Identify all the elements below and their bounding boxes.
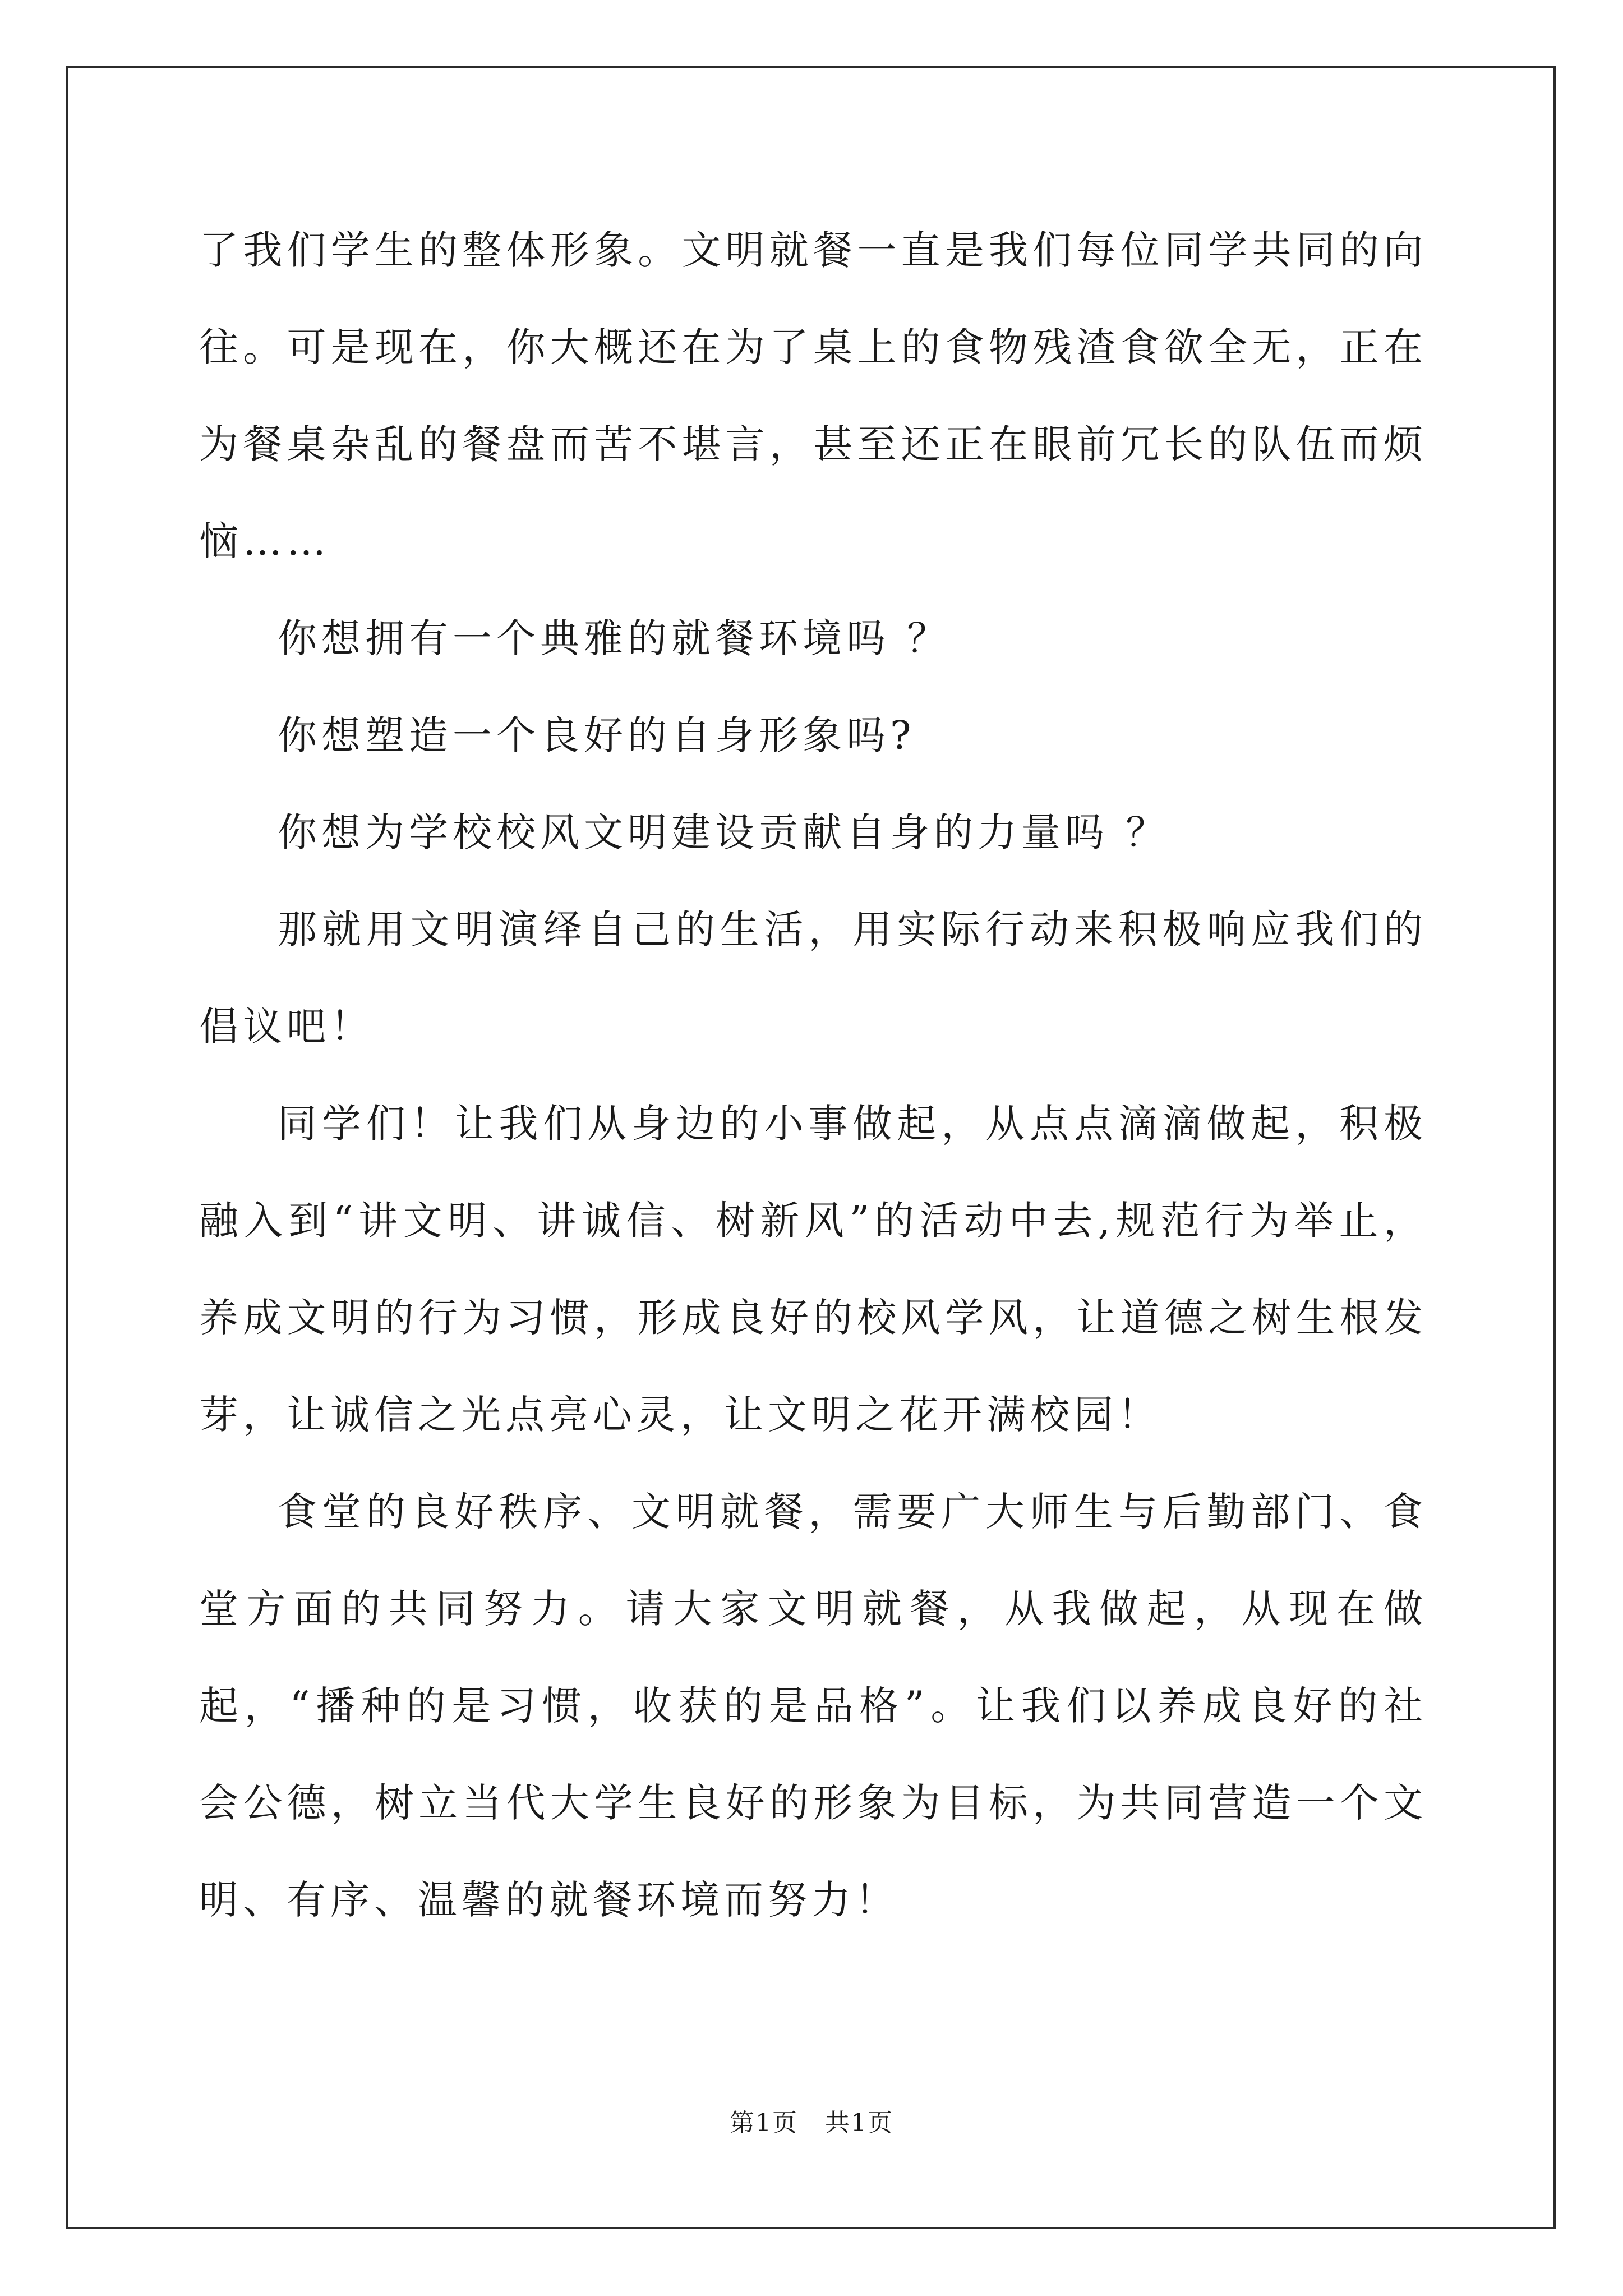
- paragraph-5: 那就用文明演绎自己的生活，用实际行动来积极响应我们的倡议吧！: [199, 907, 1427, 1050]
- paragraph-3: 你想塑造一个良好的自身形象吗?: [278, 712, 916, 758]
- paragraph-7: 食堂的良好秩序、文明就餐，需要广大师生与后勤部门、食堂方面的共同努力。请大家文明就餐，从我做起，从现在做起，“播种的是习惯，收获的是品格”。让我们以养成良好的社会公德，树立当代大学生良好的形象为目标，为共同营造一个文明、有序、温馨的就餐环境而努力！: [199, 1489, 1427, 1923]
- paragraph-1: 了我们学生的整体形象。文明就餐一直是我们每位同学共同的向往。可是现在，你大概还在为了桌上的食物残渣食欲全无，正在为餐桌杂乱的餐盘而苦不堪言，甚至还正在眼前冗长的队伍而烦恼……: [199, 227, 1427, 564]
- paragraph-6: 同学们！让我们从身边的小事做起，从点点滴滴做起，积极融入到“讲文明、讲诚信、树新风”的活动中去,规范行为举止，养成文明的行为习惯，形成良好的校风学风，让道德之树生根发芽，让诚信之光点亮心灵，让文明之花开满校园！: [199, 1101, 1427, 1438]
- page-footer: [0, 2102, 1623, 2138]
- page-total: 共1页: [824, 2109, 893, 2137]
- page-number: 第1页: [730, 2109, 799, 2137]
- paragraph-4: 你想为学校校风文明建设贡献自身的力量吗 ？: [278, 809, 1170, 855]
- document-body: [199, 202, 1427, 1949]
- paragraph-2: 你想拥有一个典雅的就餐环境吗 ？: [278, 615, 951, 661]
